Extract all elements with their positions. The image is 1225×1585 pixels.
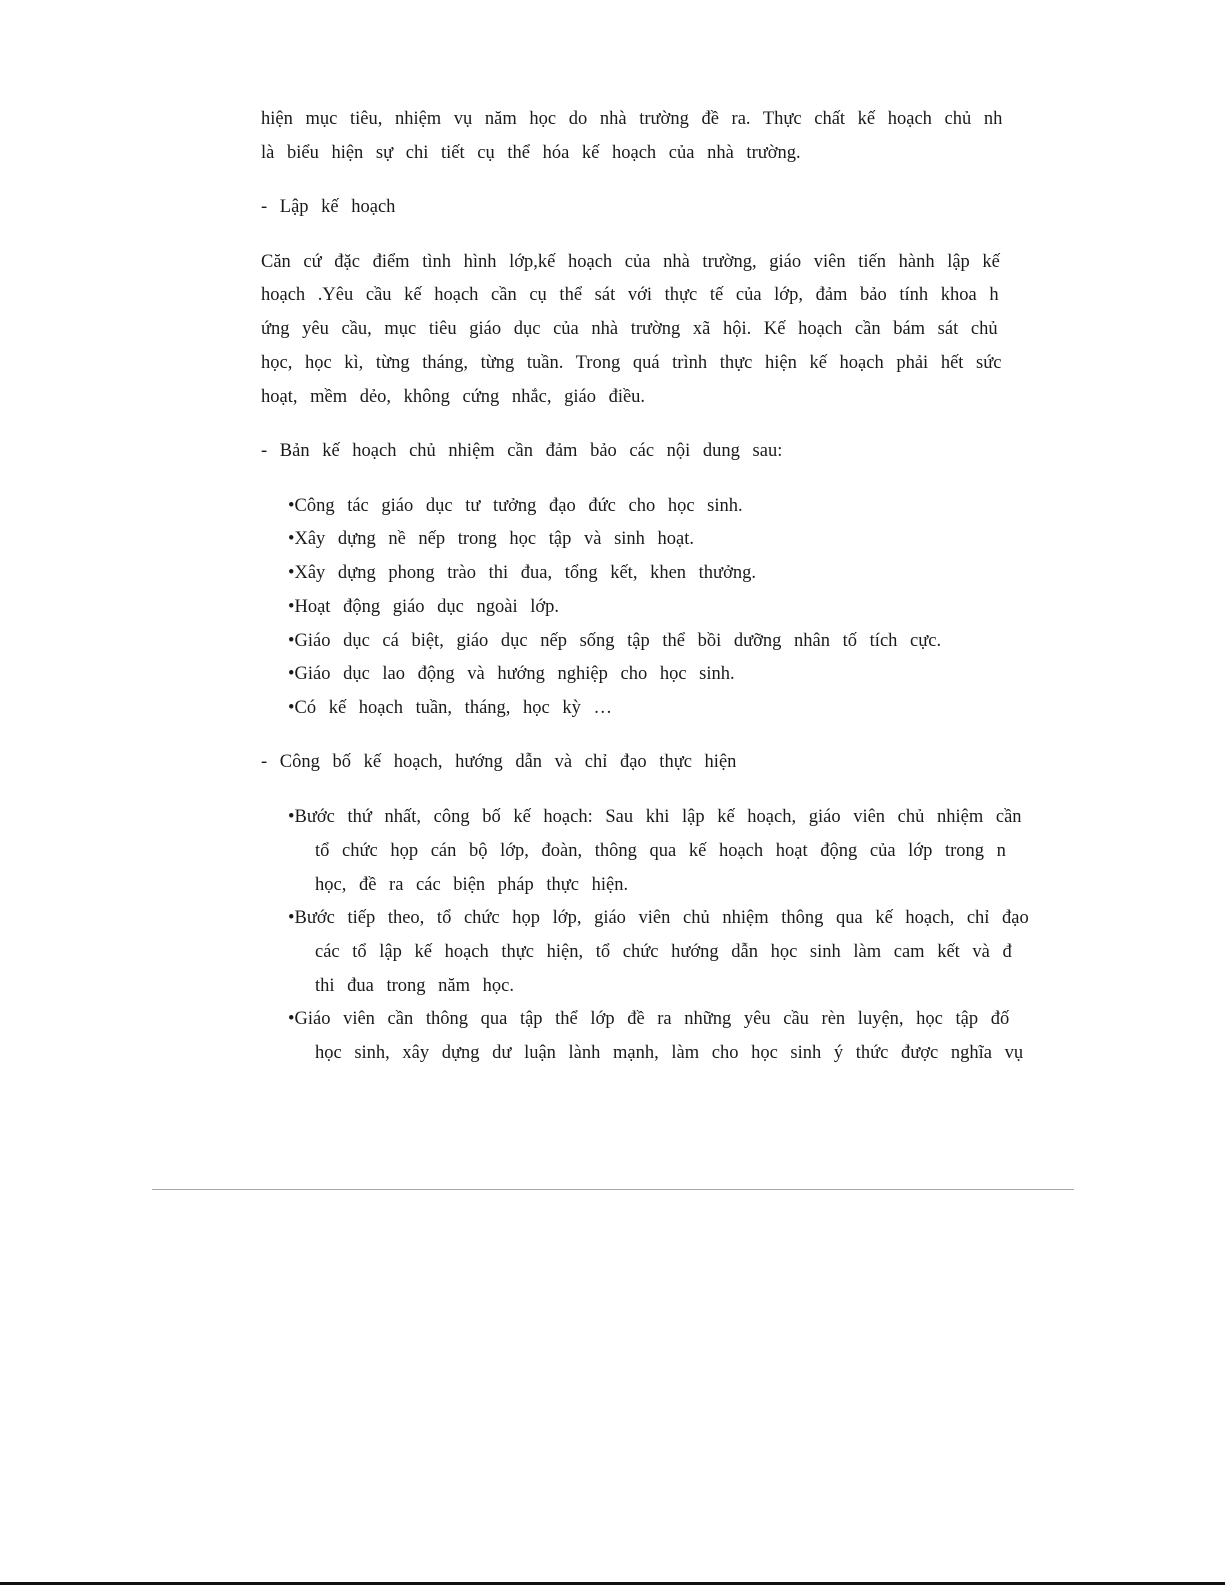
cong-bo-line-3: học, đề ra các biện pháp thực hiện. xyxy=(315,875,629,895)
cong-bo-line-1: •Bước thứ nhất, công bố kế hoạch: Sau khi lập kế hoạch, giáo viên chủ nhiệm cần xyxy=(288,807,1022,827)
ban-item-6: •Giáo dục lao động và hướng nghiệp cho học sinh. xyxy=(288,664,735,684)
ban-item-5: •Giáo dục cá biệt, giáo dục nếp sống tập thể bồi dưỡng nhân tố tích cực. xyxy=(288,631,942,651)
para-lap-line-4: học, học kì, từng tháng, từng tuần. Trong quá trình thực hiện kế hoạch phải hết sức xyxy=(261,353,1002,373)
cong-bo-line-6: thi đua trong năm học. xyxy=(315,976,514,996)
ban-item-1: •Công tác giáo dục tư tưởng đạo đức cho học sinh. xyxy=(288,496,743,516)
cong-bo-line-5: các tổ lập kế hoạch thực hiện, tổ chức hướng dẫn học sinh làm cam kết và đ xyxy=(315,942,1012,962)
ban-item-3: •Xây dựng phong trào thi đua, tổng kết, khen thưởng. xyxy=(288,563,756,583)
intro-line-1: hiện mục tiêu, nhiệm vụ năm học do nhà trường đề ra. Thực chất kế hoạch chủ nh xyxy=(261,109,1003,129)
cong-bo-line-7: •Giáo viên cần thông qua tập thể lớp đề ra những yêu cầu rèn luyện, học tập đố xyxy=(288,1009,1010,1029)
ban-item-2: •Xây dựng nề nếp trong học tập và sinh hoạt. xyxy=(288,529,695,549)
ban-item-4: •Hoạt động giáo dục ngoài lớp. xyxy=(288,597,560,617)
para-lap-line-2: hoạch .Yêu cầu kế hoạch cần cụ thể sát với thực tế của lớp, đảm bảo tính khoa h xyxy=(261,285,999,305)
heading-cong-bo: - Công bố kế hoạch, hướng dẫn và chỉ đạo thực hiện xyxy=(261,752,737,772)
para-lap-line-3: ứng yêu cầu, mục tiêu giáo dục của nhà trường xã hội. Kế hoạch cần bám sát chủ xyxy=(261,319,998,339)
heading-ban-ke-hoach: - Bản kế hoạch chủ nhiệm cần đảm bảo các nội dung sau: xyxy=(261,441,783,461)
cong-bo-line-8: học sinh, xây dựng dư luận lành mạnh, làm cho học sinh ý thức được nghĩa vụ xyxy=(315,1043,1024,1063)
intro-line-2: là biểu hiện sự chi tiết cụ thể hóa kế hoạch của nhà trường. xyxy=(261,143,801,163)
para-lap-line-1: Căn cứ đặc điểm tình hình lớp,kế hoạch của nhà trường, giáo viên tiến hành lập kế xyxy=(261,252,1000,272)
page-divider xyxy=(152,1189,1074,1190)
cong-bo-line-4: •Bước tiếp theo, tổ chức họp lớp, giáo viên chủ nhiệm thông qua kế hoạch, chỉ đạo xyxy=(288,908,1029,928)
cong-bo-line-2: tổ chức họp cán bộ lớp, đoàn, thông qua kế hoạch hoạt động của lớp trong n xyxy=(315,841,1006,861)
para-lap-line-5: hoạt, mềm dẻo, không cứng nhắc, giáo điều. xyxy=(261,387,646,407)
heading-lap-ke-hoach: - Lập kế hoạch xyxy=(261,197,396,217)
ban-item-7: •Có kế hoạch tuần, tháng, học kỳ … xyxy=(288,698,612,718)
